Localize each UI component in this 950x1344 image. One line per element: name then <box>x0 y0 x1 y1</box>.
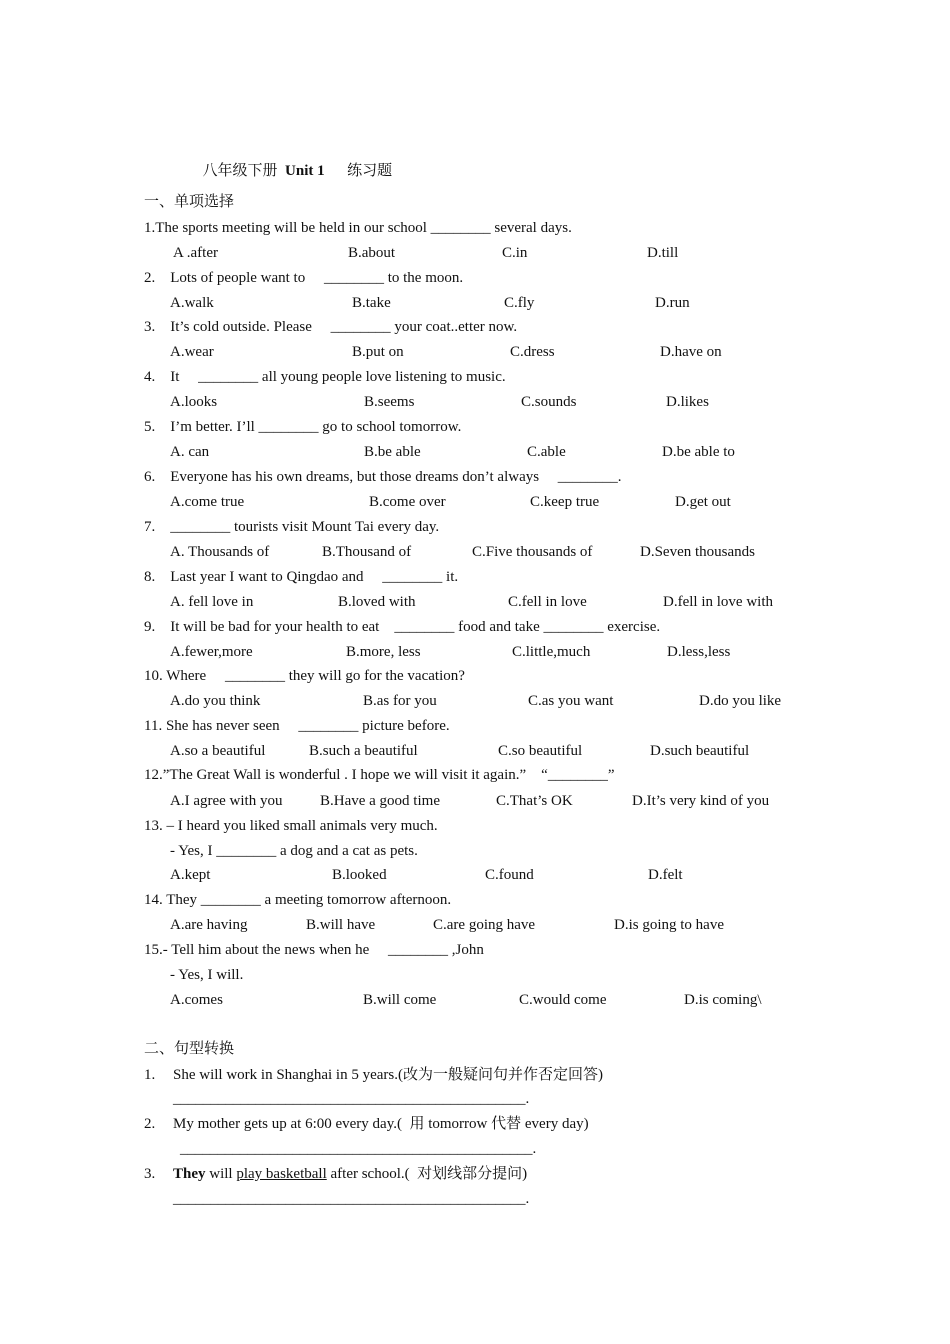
question-stem: 3. It’s cold outside. Please ________ your coat..etter now. <box>144 319 518 335</box>
option-c: C.would come <box>519 992 607 1008</box>
text-segment: after school.( 对划线部分提问) <box>326 1166 528 1182</box>
section1-heading: 一、单项选择 <box>144 194 235 210</box>
underlined-phrase: play basketball <box>236 1166 327 1182</box>
option-c: C.little,much <box>512 644 591 660</box>
option-d: D.get out <box>675 494 731 510</box>
question-stem: 14. They ________ a meeting tomorrow afternoon. <box>144 892 452 908</box>
option-b: B.about <box>348 245 396 261</box>
question-stem: 6. Everyone has his own dreams, but those dreams don’t always ________. <box>144 469 622 485</box>
section2-heading: 二、句型转换 <box>144 1041 235 1057</box>
bold-subject: They <box>173 1166 206 1182</box>
option-c: C.in <box>502 245 528 261</box>
option-a: A.fewer,more <box>170 644 253 660</box>
option-a: A.walk <box>170 295 214 311</box>
option-c: C.found <box>485 867 534 883</box>
question-stem: 13. – I heard you liked small animals very much. <box>144 818 438 834</box>
option-d: D.till <box>647 245 679 261</box>
option-d: D.be able to <box>662 444 735 460</box>
option-d: D.felt <box>648 867 683 883</box>
option-c: C.That’s OK <box>496 793 573 809</box>
question-stem: 12.”The Great Wall is wonderful . I hope we will visit it again.” “________” <box>144 767 615 783</box>
option-a: A .after <box>173 245 218 261</box>
transform-item-number: 2. <box>144 1116 156 1132</box>
title-grade: 八年级下册 <box>202 163 278 179</box>
question-stem: 7. ________ tourists visit Mount Tai every day. <box>144 519 440 535</box>
title-unit: Unit 1 <box>285 163 325 179</box>
answer-blank: _______________________________________________. <box>173 1191 530 1207</box>
option-d: D.less,less <box>667 644 731 660</box>
transform-item-text <box>173 1165 527 1183</box>
option-a: A.do you think <box>170 693 261 709</box>
option-b: B.as for you <box>363 693 437 709</box>
question-stem: 8. Last year I want to Qingdao and ________ it. <box>144 569 459 585</box>
option-a: A. Thousands of <box>170 544 270 560</box>
question-stem: 4. It ________ all young people love listening to music. <box>144 369 506 385</box>
option-c: C.sounds <box>521 394 577 410</box>
option-b: B.seems <box>364 394 415 410</box>
option-a: A.looks <box>170 394 218 410</box>
option-c: C.are going have <box>433 917 536 933</box>
option-b: B.Have a good time <box>320 793 440 809</box>
option-b: B.take <box>352 295 391 311</box>
option-a: A. fell love in <box>170 594 254 610</box>
option-a: A.kept <box>170 867 211 883</box>
transform-item-text: My mother gets up at 6:00 every day.( 用 tomorrow 代替 every day) <box>173 1116 589 1132</box>
option-b: B.be able <box>364 444 421 460</box>
answer-blank: _______________________________________________. <box>173 1091 530 1107</box>
question-stem: 9. It will be bad for your health to eat ________ food and take ________ exercise. <box>144 619 661 635</box>
option-c: C.able <box>527 444 566 460</box>
option-b: B.will have <box>306 917 376 933</box>
option-a: A.come true <box>170 494 245 510</box>
transform-item-number: 3. <box>144 1166 156 1182</box>
question-stem: 5. I’m better. I’ll ________ go to school tomorrow. <box>144 419 462 435</box>
transform-item-text: She will work in Shanghai in 5 years.(改为一般疑问句并作否定回答) <box>173 1067 603 1083</box>
option-b: B.come over <box>369 494 446 510</box>
option-b: B.such a beautiful <box>309 743 418 759</box>
question-stem: 11. She has never seen ________ picture before. <box>144 718 450 734</box>
option-c: C.so beautiful <box>498 743 583 759</box>
option-d: D.fell in love with <box>663 594 773 610</box>
option-d: D.such beautiful <box>650 743 750 759</box>
question-stem: 2. Lots of people want to ________ to the moon. <box>144 270 464 286</box>
option-a: A. can <box>170 444 210 460</box>
transform-item-number: 1. <box>144 1067 156 1083</box>
question-stem: 10. Where ________ they will go for the vacation? <box>144 668 465 684</box>
option-d: D.Seven thousands <box>640 544 755 560</box>
text-segment: will <box>205 1166 237 1182</box>
option-a: A.are having <box>170 917 248 933</box>
question-stem-reply: - Yes, I ________ a dog and a cat as pets. <box>170 843 418 859</box>
option-d: D.have on <box>660 344 722 360</box>
option-c: C.fell in love <box>508 594 587 610</box>
option-b: B.will come <box>363 992 437 1008</box>
option-c: C.dress <box>510 344 555 360</box>
page-title <box>195 144 392 180</box>
option-b: B.Thousand of <box>322 544 412 560</box>
question-stem: 15.- Tell him about the news when he ________ ,John <box>144 942 484 958</box>
option-c: C.Five thousands of <box>472 544 593 560</box>
option-d: D.likes <box>666 394 709 410</box>
option-d: D.do you like <box>699 693 782 709</box>
option-a: A.I agree with you <box>170 793 283 809</box>
option-b: B.put on <box>352 344 404 360</box>
option-b: B.more, less <box>346 644 421 660</box>
option-b: B.loved with <box>338 594 416 610</box>
option-c: C.fly <box>504 295 535 311</box>
option-d: D.is going to have <box>614 917 724 933</box>
title-kind: 练习题 <box>347 163 393 179</box>
option-b: B.looked <box>332 867 387 883</box>
option-a: A.wear <box>170 344 214 360</box>
option-d: D.is coming\ <box>684 992 762 1008</box>
question-stem-reply: - Yes, I will. <box>170 967 244 983</box>
answer-blank: _______________________________________________. <box>180 1141 537 1157</box>
option-a: A.so a beautiful <box>170 743 266 759</box>
question-stem: 1.The sports meeting will be held in our school ________ several days. <box>144 220 572 236</box>
option-c: C.as you want <box>528 693 614 709</box>
option-a: A.comes <box>170 992 223 1008</box>
option-d: D.run <box>655 295 690 311</box>
option-d: D.It’s very kind of you <box>632 793 770 809</box>
option-c: C.keep true <box>530 494 600 510</box>
